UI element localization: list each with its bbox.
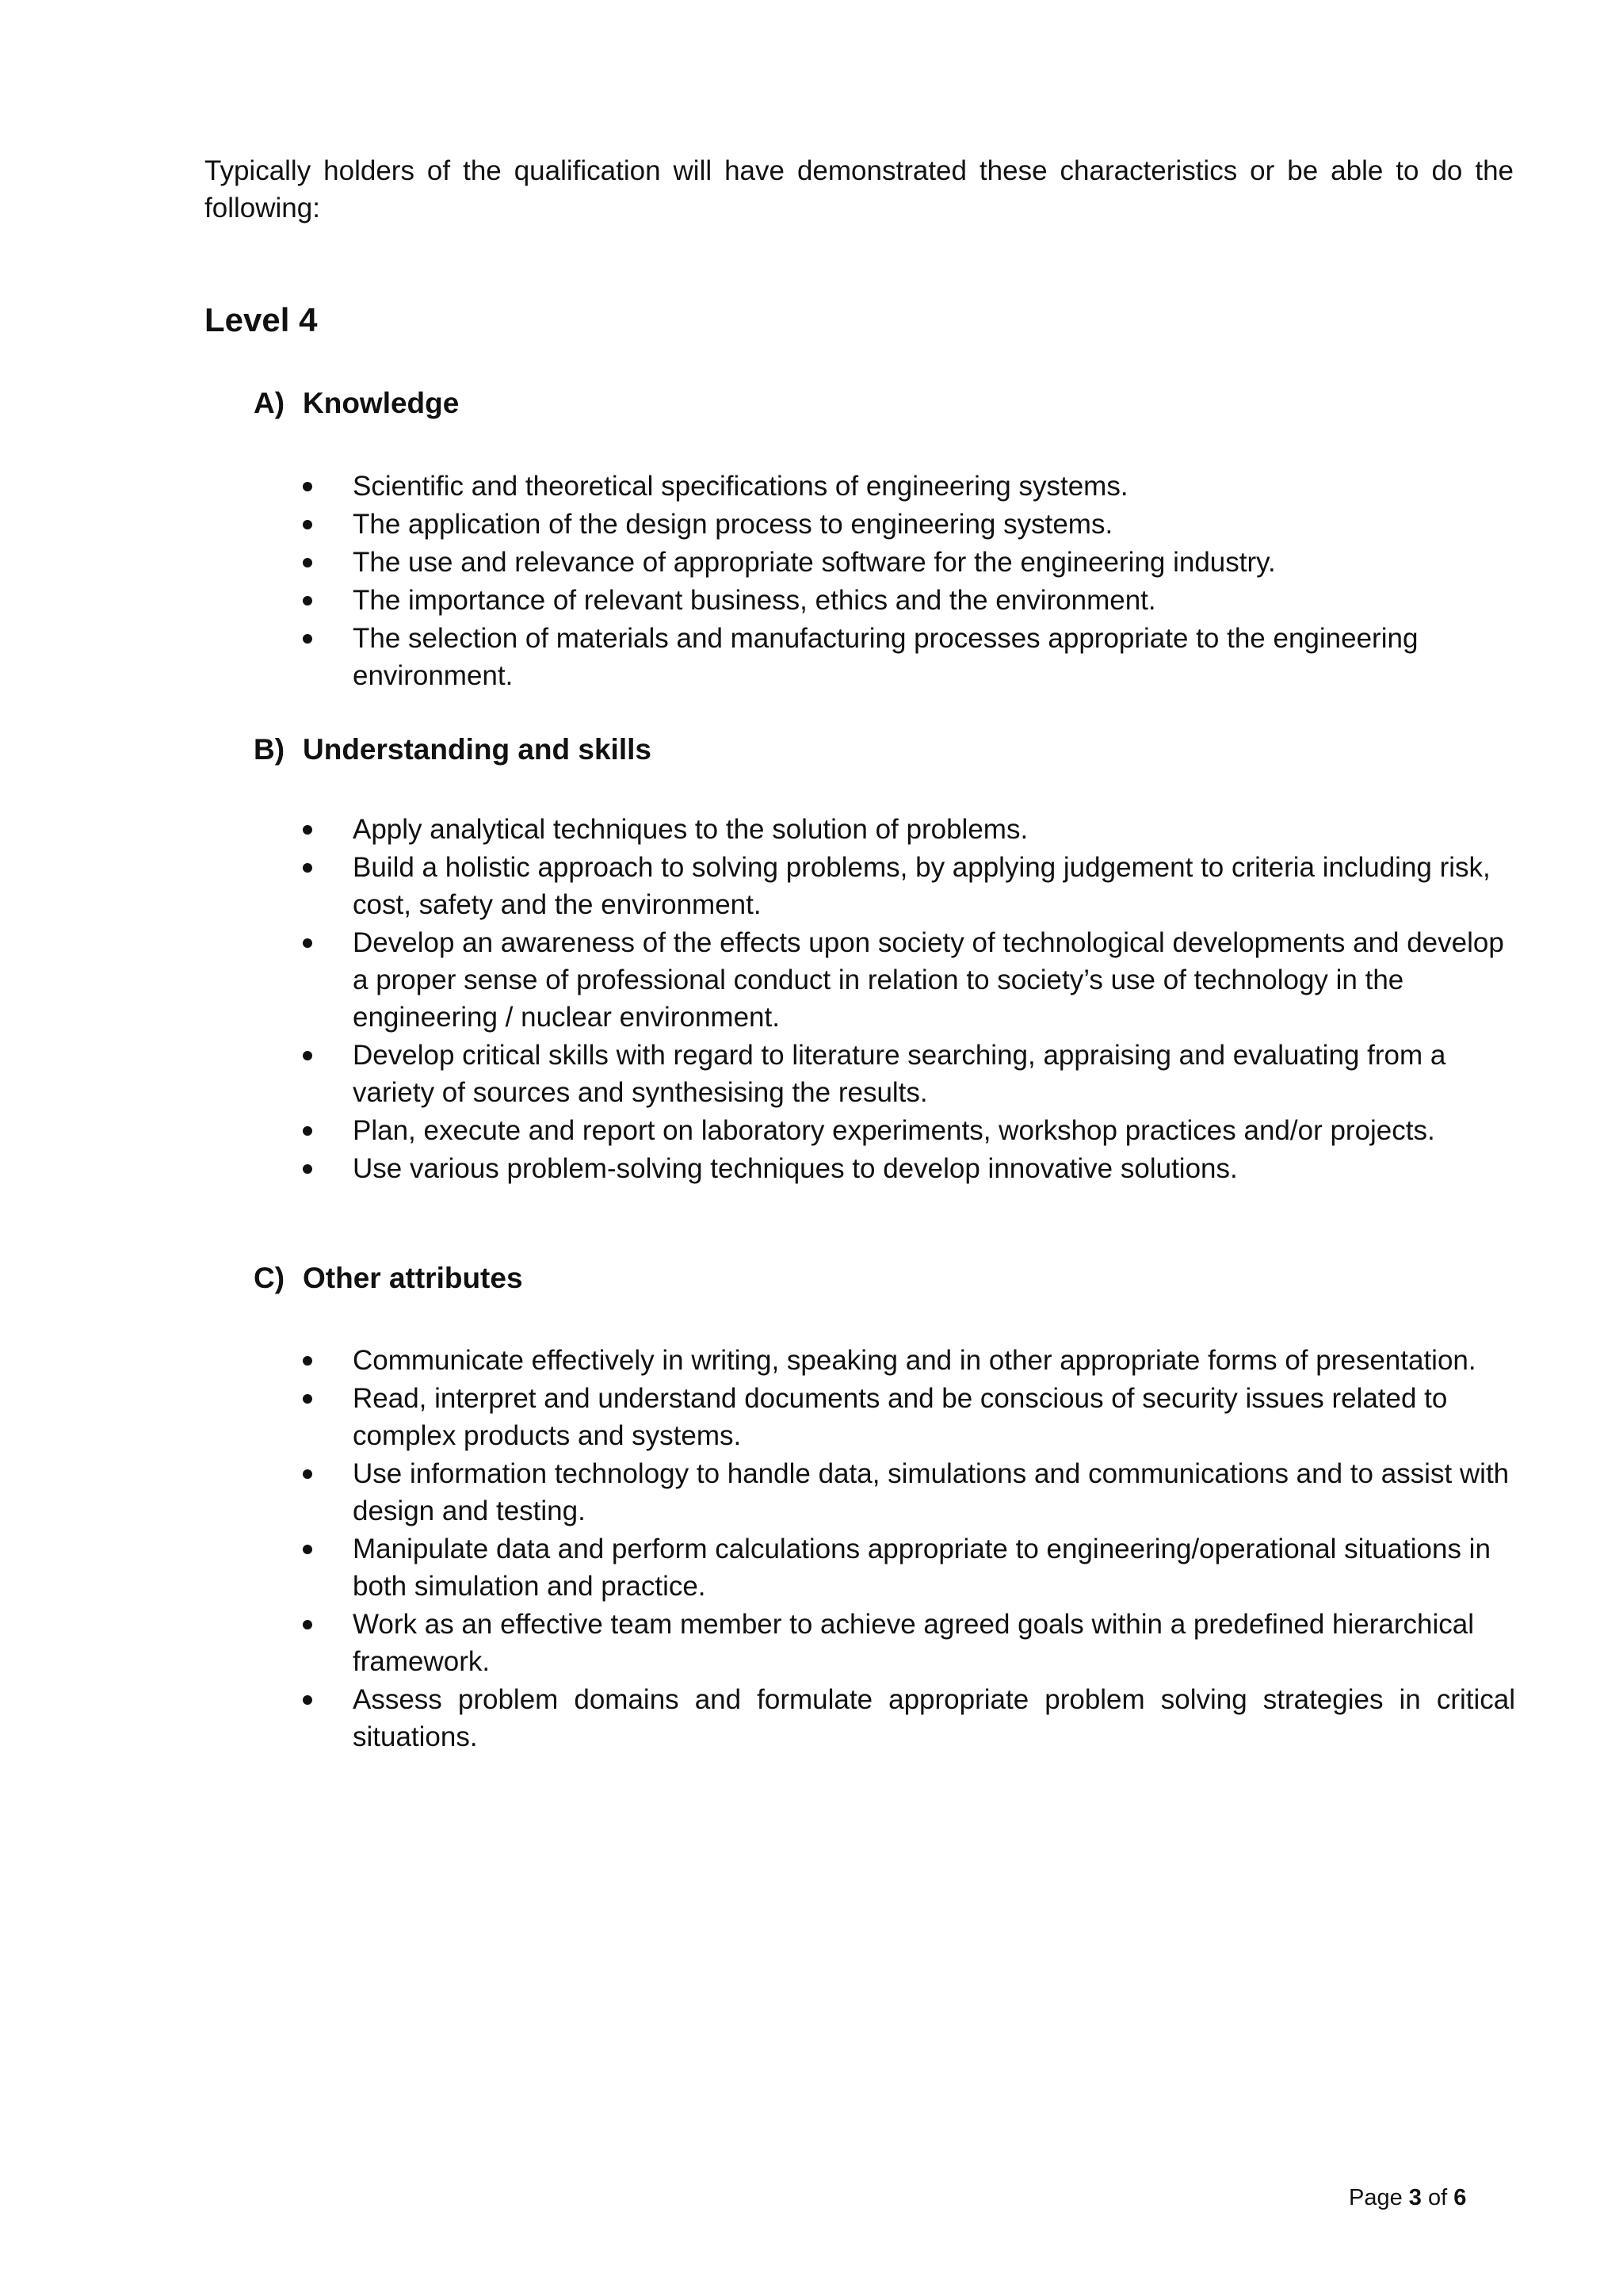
list-item: Develop an awareness of the effects upon society of technological developments and develop a proper sense of professional conduct in relation to society’s use of technology in the engineering / nuclear environment. bbox=[303, 924, 1515, 1036]
list-item: Assess problem domains and formulate appropriate problem solving strategies in critical situations. bbox=[303, 1681, 1515, 1755]
bullet-dot-icon bbox=[303, 1126, 312, 1136]
section-letter: A) bbox=[254, 387, 285, 419]
list-item: Use various problem-solving techniques to develop innovative solutions. bbox=[303, 1150, 1515, 1187]
bullet-dot-icon bbox=[303, 1620, 312, 1629]
bullet-dot-icon bbox=[303, 938, 312, 948]
of-word: of bbox=[1428, 2185, 1448, 2210]
list-item: Build a holistic approach to solving problems, by applying judgement to criteria including risk, cost, safety and the environment. bbox=[303, 849, 1515, 923]
list-item: The selection of materials and manufacturing processes appropriate to the engineering environment. bbox=[303, 620, 1478, 694]
knowledge-list bbox=[303, 468, 1515, 695]
total-pages-number: 6 bbox=[1453, 2185, 1467, 2210]
section-heading-knowledge bbox=[254, 387, 459, 420]
bullet-dot-icon bbox=[303, 634, 312, 644]
section-title: Knowledge bbox=[303, 387, 460, 419]
bullet-dot-icon bbox=[303, 558, 312, 567]
bullet-dot-icon bbox=[303, 520, 312, 529]
page-number-footer bbox=[1349, 2185, 1466, 2211]
bullet-dot-icon bbox=[303, 1394, 312, 1404]
list-item: Scientific and theoretical specifications of engineering systems. bbox=[303, 468, 1515, 505]
list-item: Develop critical skills with regard to literature searching, appraising and evaluating from a variety of sources and synthesising the results. bbox=[303, 1037, 1515, 1111]
list-item: Apply analytical techniques to the solution of problems. bbox=[303, 811, 1515, 848]
bullet-dot-icon bbox=[303, 1356, 312, 1366]
list-item: Communicate effectively in writing, speaking and in other appropriate forms of presentation. bbox=[303, 1342, 1515, 1379]
level-heading: Level 4 bbox=[204, 301, 318, 338]
bullet-dot-icon bbox=[303, 863, 312, 873]
section-title: Understanding and skills bbox=[303, 733, 651, 766]
list-item: Plan, execute and report on laboratory experiments, workshop practices and/or projects. bbox=[303, 1112, 1515, 1149]
intro-paragraph: Typically holders of the qualification will have demonstrated these characteristics or be able to do the following: bbox=[204, 155, 1514, 223]
current-page-number: 3 bbox=[1408, 2185, 1422, 2210]
bullet-dot-icon bbox=[303, 482, 312, 491]
list-item: The application of the design process to engineering systems. bbox=[303, 506, 1515, 543]
section-title: Other attributes bbox=[303, 1262, 523, 1294]
understanding-list bbox=[303, 811, 1515, 1188]
section-letter: B) bbox=[254, 733, 285, 766]
bullet-dot-icon bbox=[303, 1545, 312, 1554]
list-item: Use information technology to handle data, simulations and communications and to assist with design and testing. bbox=[303, 1455, 1515, 1530]
list-item: The importance of relevant business, ethics and the environment. bbox=[303, 582, 1515, 619]
section-letter: C) bbox=[254, 1262, 285, 1294]
other-attributes-list bbox=[303, 1342, 1515, 1756]
bullet-dot-icon bbox=[303, 1469, 312, 1479]
page-word: Page bbox=[1349, 2185, 1403, 2210]
list-item: Manipulate data and perform calculations appropriate to engineering/operational situations in both simulation and practice. bbox=[303, 1530, 1515, 1605]
bullet-dot-icon bbox=[303, 825, 312, 835]
list-item: Read, interpret and understand documents and be conscious of security issues related to complex products and systems. bbox=[303, 1380, 1515, 1454]
bullet-dot-icon bbox=[303, 1164, 312, 1174]
bullet-dot-icon bbox=[303, 1695, 312, 1705]
section-heading-understanding bbox=[254, 733, 651, 766]
section-heading-other-attributes bbox=[254, 1262, 523, 1295]
bullet-dot-icon bbox=[303, 1051, 312, 1060]
list-item: The use and relevance of appropriate software for the engineering industry. bbox=[303, 544, 1515, 581]
bullet-dot-icon bbox=[303, 596, 312, 606]
list-item: Work as an effective team member to achieve agreed goals within a predefined hierarchical framework. bbox=[303, 1606, 1515, 1680]
